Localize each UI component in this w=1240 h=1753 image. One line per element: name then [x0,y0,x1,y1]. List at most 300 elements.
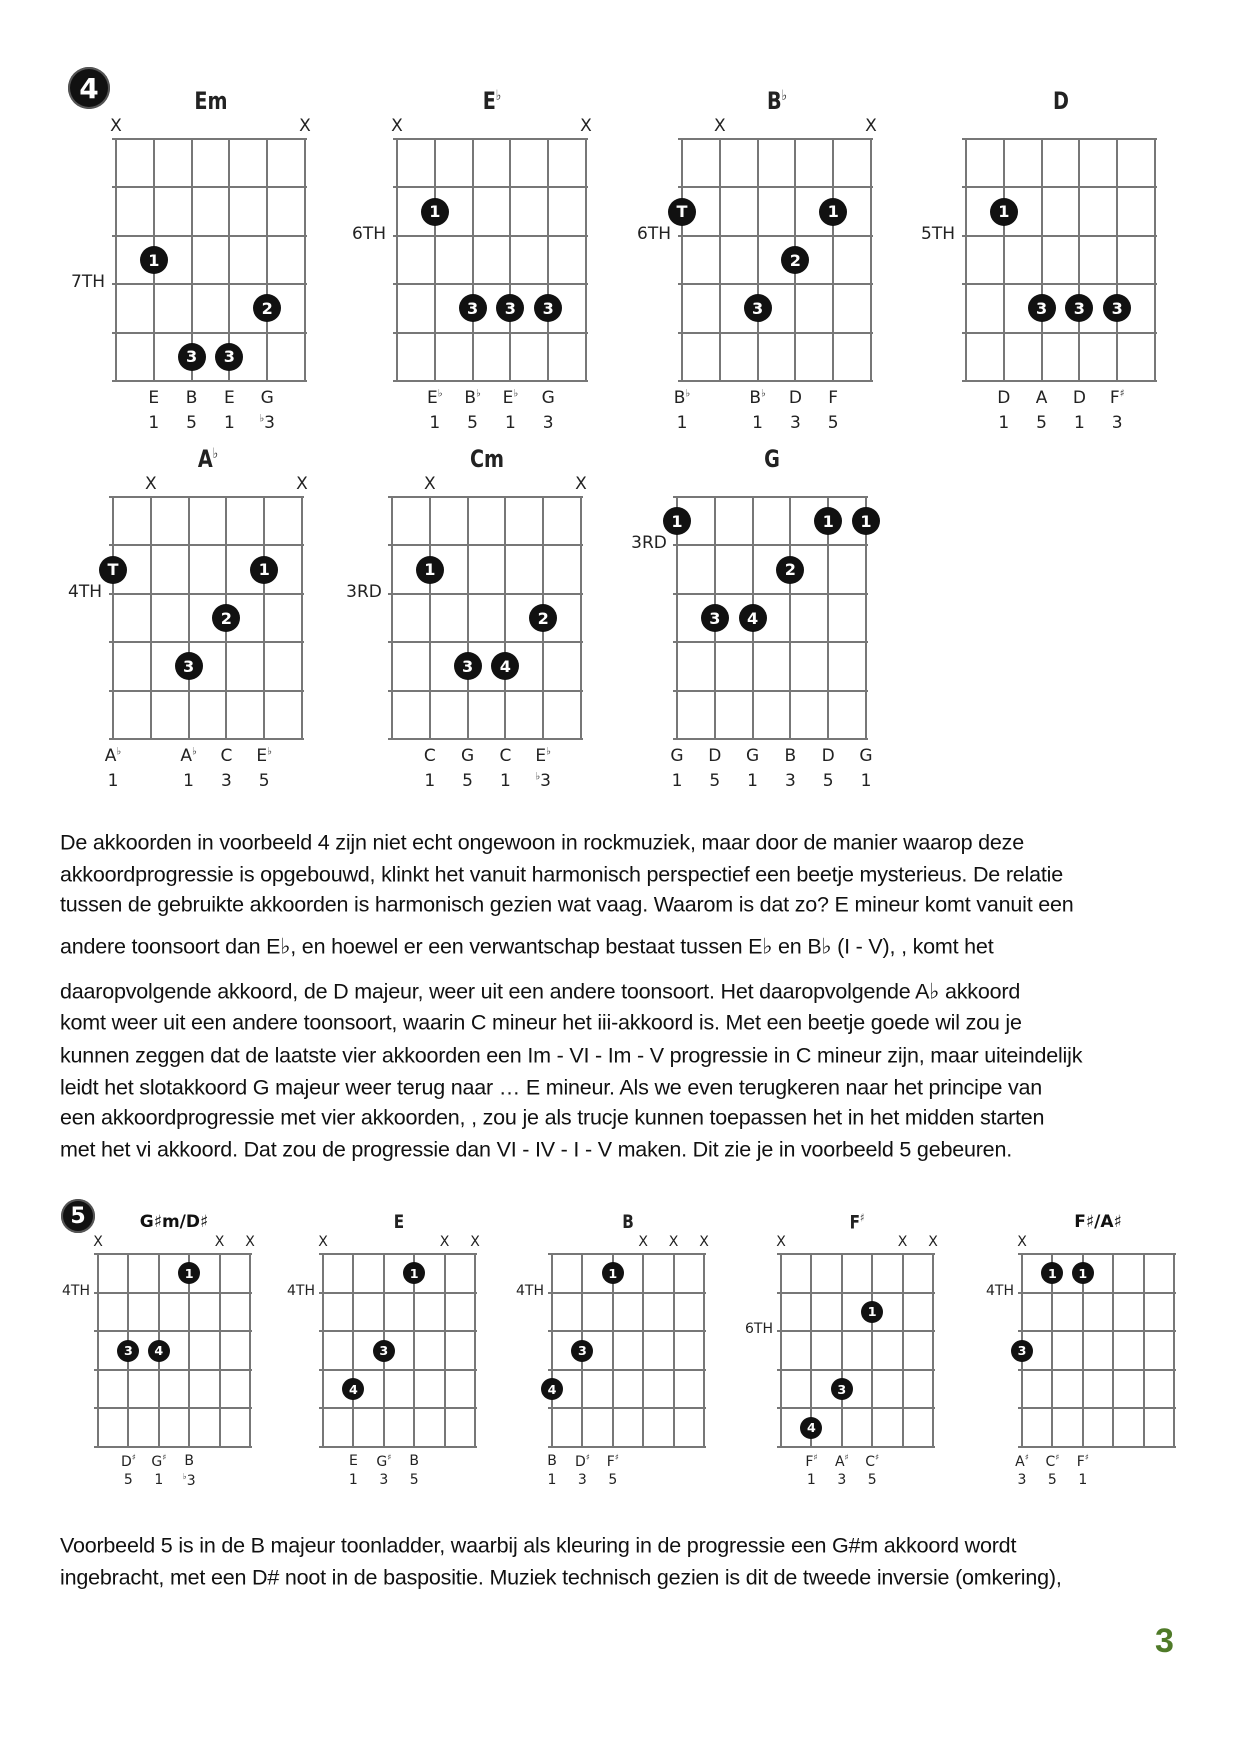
string-line [263,497,265,739]
finger-dot: 2 [781,246,809,274]
note-label: A♯ [1015,1452,1029,1470]
string-line [673,1254,675,1447]
fret-position-label: 4TH [986,1282,1014,1299]
fret-line [94,1369,252,1371]
finger-dot: 3 [744,294,772,322]
finger-dot: 3 [701,604,729,632]
interval-label: 1 [1073,413,1085,433]
fret-line [109,544,304,546]
note-label: F♯ [1109,388,1125,408]
string-line [249,1254,251,1447]
string-line [301,497,303,739]
fret-line [109,641,304,643]
note-label: G [859,746,873,766]
interval-label: 5 [186,413,198,433]
fret-line [112,138,307,140]
fret-line [777,1446,935,1448]
interval-label: 1 [429,413,441,433]
chord-name: B♭ [766,87,787,115]
finger-dot: 1 [861,1301,883,1323]
chord-name: F♯ [849,1210,865,1234]
fret-line [388,496,583,498]
example-5-marker: 5 [61,1199,95,1233]
interval-label: 5 [467,413,479,433]
string-line [396,139,398,381]
interval-label: 1 [752,413,764,433]
fret-line [962,138,1157,140]
note-label: G [670,746,684,766]
note-label: G [461,746,475,766]
chord-name: Cm [469,445,504,473]
note-label: E [224,388,235,408]
finger-dot: 1 [852,507,880,535]
fret-line [112,235,307,237]
interval-label: 5 [827,413,839,433]
muted-string-x: X [638,1234,648,1250]
fret-line [678,235,873,237]
string-line [841,1254,843,1447]
interval-label: 3 [789,413,801,433]
fret-line [673,690,868,692]
string-line [1116,139,1118,381]
interval-label: 5 [1036,413,1048,433]
interval-label: 1 [499,771,511,791]
finger-dot: 4 [800,1417,822,1439]
interval-label: 1 [107,771,119,791]
string-line [429,497,431,739]
finger-dot: 1 [819,198,847,226]
finger-dot: 3 [178,343,206,371]
fret-line [388,593,583,595]
fret-line [112,283,307,285]
fret-line [388,690,583,692]
fret-line [673,593,868,595]
fret-line [673,738,868,740]
muted-string-x: X [897,1234,908,1250]
note-label: D♯ [574,1452,590,1470]
muted-string-x: X [423,474,436,494]
string-line [1143,1254,1145,1447]
string-line [681,139,683,381]
fret-line [94,1330,252,1332]
interval-label: 3 [784,771,796,791]
finger-dot: 1 [416,556,444,584]
chord-name: Em [193,87,228,115]
fret-position-label: 3RD [631,533,667,554]
finger-dot: 1 [602,1262,624,1284]
finger-dot: 3 [831,1378,853,1400]
finger-dot: 3 [496,294,524,322]
string-line [391,497,393,739]
fret-position-label: 6TH [637,223,671,244]
text-line: akkoordprogressie is opgebouwd, klinkt het vanuit harmonisch perspectief een beetje mysterieus. De relatie [60,862,1063,887]
fret-line [548,1407,706,1409]
fret-line [94,1407,252,1409]
muted-string-x: X [713,116,726,136]
note-label: F♯ [805,1452,818,1470]
text-line: kunnen zeggen dat de laatste vier akkoorden een Im - VI - Im - V progressie in C mineur zijn, maar uiteindelijk [60,1043,1083,1068]
text-line: tussen de gebruikte akkoorden is harmonisch gezien wat vaag. Waarom is dat zo? E mineur komt vanuit een [60,892,1074,917]
interval-label: 5 [123,1472,133,1488]
string-line [871,1254,873,1447]
string-line [780,1254,782,1447]
fret-line [548,1330,706,1332]
fret-line [319,1292,477,1294]
string-line [832,139,834,381]
string-line [547,139,549,381]
fret-line [962,186,1157,188]
fret-position-label: 6TH [745,1321,773,1338]
fret-line [109,496,304,498]
fret-line [319,1369,477,1371]
muted-string-x: X [144,474,157,494]
fret-line [673,544,868,546]
fret-line [962,235,1157,237]
interval-label: 1 [860,771,872,791]
note-label: D [788,388,802,408]
text-line: een akkoordprogressie met vier akkoorden, , zou je als trucje kunnen toepassen het in het midden starten [60,1105,1045,1130]
finger-dot: 4 [342,1378,364,1400]
fret-line [112,332,307,334]
note-label: A♭ [104,746,122,766]
finger-dot: 3 [571,1340,593,1362]
note-label: F♯ [606,1452,619,1470]
note-label: B [185,388,198,408]
note-label: D [997,388,1011,408]
fret-line [393,283,588,285]
string-line [434,139,436,381]
muted-string-x: X [928,1234,938,1250]
muted-string-x: X [296,474,308,494]
fret-position-label: 5TH [921,223,955,244]
note-label: F♯ [1076,1452,1089,1470]
fret-line [1018,1330,1176,1332]
string-line [1112,1254,1114,1447]
text-line: leidt het slotakkoord G majeur weer terug naar … E mineur. Als we even terugkeren naar het principe van [60,1075,1043,1100]
interval-label: 5 [822,771,834,791]
note-label: E [348,1453,358,1469]
finger-dot: 3 [1028,294,1056,322]
fret-line [319,1446,477,1448]
fret-line [94,1446,252,1448]
string-line [1041,139,1043,381]
text-line: De akkoorden in voorbeeld 4 zijn niet echt ongewoon in rockmuziek, maar door de manier waarop deze [60,830,1024,855]
fret-line [319,1407,477,1409]
finger-dot: 3 [373,1340,395,1362]
fret-line [548,1292,706,1294]
string-line [965,139,967,381]
text-line: ingebracht, met een D# noot in de baspositie. Muziek technisch gezien is dit de tweede inversie (omkering), [60,1565,1062,1590]
interval-label: 5 [1047,1472,1057,1488]
fret-line [112,380,307,382]
text-line: met het vi akkoord. Dat zou de progressie dan VI - IV - I - V maken. Dit zie je in voorbeeld 5 gebeuren. [60,1137,1012,1162]
fret-line [673,496,868,498]
fret-line [94,1292,252,1294]
fret-position-label: 4TH [287,1282,315,1299]
finger-dot: 1 [990,198,1018,226]
fret-line [777,1407,935,1409]
finger-dot: 1 [140,246,168,274]
note-label: B♭ [673,388,691,408]
fret-line [393,138,588,140]
string-line [504,497,506,739]
interval-label: 3 [1111,413,1123,433]
string-line [188,497,190,739]
string-line [444,1254,446,1447]
string-line [789,497,791,739]
fret-line [678,138,873,140]
finger-dot: 4 [491,652,519,680]
note-label: G [746,746,760,766]
finger-dot: 3 [1011,1340,1033,1362]
interval-label: 1 [1078,1472,1088,1488]
fret-line [1018,1292,1176,1294]
note-label: E♭ [427,388,443,408]
interval-label: 5 [867,1472,877,1488]
interval-label: 1 [747,771,759,791]
interval-label: 3 [542,413,554,433]
note-label: D [708,746,722,766]
fret-line [962,283,1157,285]
fret-line [388,544,583,546]
text-line: daaropvolgende akkoord, de D majeur, weer uit een andere toonsoort. Het daaropvolgende A♭ akkoord [60,979,1021,1004]
finger-dot: 2 [529,604,557,632]
fret-line [109,593,304,595]
fret-line [94,1253,252,1255]
fret-line [393,186,588,188]
string-line [115,139,117,381]
chord-name: F♯/A♯ [1074,1212,1122,1232]
string-line [266,139,268,381]
muted-string-x: X [1017,1234,1027,1250]
note-label: E♭ [502,388,519,408]
note-label: B♭ [749,388,766,408]
string-line [580,497,582,739]
string-line [112,497,114,739]
interval-label: ♭3 [259,413,276,433]
interval-label: 3 [220,771,232,791]
finger-dot: 1 [403,1262,425,1284]
chord-name: G [763,445,780,473]
fret-line [962,332,1157,334]
muted-string-x: X [318,1234,328,1250]
finger-dot: 3 [459,294,487,322]
string-line [474,1254,476,1447]
string-line [1003,139,1005,381]
muted-string-x: X [110,116,122,136]
fret-line [673,641,868,643]
interval-label: 3 [1017,1472,1027,1488]
note-label: A♯ [834,1452,849,1470]
finger-dot: 1 [1041,1262,1063,1284]
interval-label: 1 [504,413,516,433]
string-line [472,139,474,381]
muted-string-x: X [865,116,877,136]
fret-position-label: 3RD [346,581,382,602]
finger-dot: 2 [212,604,240,632]
interval-label: 5 [409,1472,419,1488]
string-line [902,1254,904,1447]
muted-string-x: X [439,1234,450,1250]
interval-label: 1 [671,771,683,791]
muted-string-x: X [245,1234,255,1250]
fret-position-label: 7TH [71,272,105,293]
finger-dot: 4 [541,1378,563,1400]
fret-line [678,332,873,334]
finger-dot: 1 [814,507,842,535]
note-label: E♭ [256,746,272,766]
note-label: B [547,1453,557,1469]
muted-string-x: X [391,116,403,136]
chord-name: D [1052,87,1069,115]
interval-label: 1 [998,413,1010,433]
note-label: B♭ [464,388,481,408]
note-label: F [828,388,839,408]
fret-line [678,186,873,188]
page-number: 3 [1155,1622,1174,1660]
string-line [509,139,511,381]
interval-label: 5 [709,771,721,791]
note-label: D [821,746,835,766]
finger-dot: 3 [215,343,243,371]
finger-dot: 3 [534,294,562,322]
chord-name: G♯m/D♯ [139,1212,209,1232]
interval-label: 1 [676,413,688,433]
muted-string-x: X [470,1234,480,1250]
interval-label: ♭3 [182,1471,196,1489]
interval-label: 1 [223,413,235,433]
finger-dot: 3 [1065,294,1093,322]
finger-dot: 4 [148,1340,170,1362]
fret-line [1018,1446,1176,1448]
finger-dot: T [668,198,696,226]
fret-line [678,283,873,285]
note-label: D [1072,388,1086,408]
fret-line [548,1253,706,1255]
string-line [757,139,759,381]
string-line [1154,139,1156,381]
text-line: Voorbeeld 5 is in de B majeur toonladder, waarbij als kleuring in de progressie een G#m akkoord wordt [60,1533,1017,1558]
text-line: komt weer uit een andere toonsoort, waarin C mineur het iii-akkoord is. Met een beetje goede wil zou je [60,1010,1022,1035]
text-line: andere toonsoort dan E♭, en hoewel er een verwantschap bestaat tussen E♭ en B♭ (I - V), , komt het [60,934,994,959]
note-label: C [499,746,512,766]
string-line [932,1254,934,1447]
note-label: G♯ [151,1452,167,1470]
fret-line [548,1446,706,1448]
fret-line [388,738,583,740]
fret-line [777,1369,935,1371]
note-label: E [148,388,160,408]
fret-line [548,1369,706,1371]
fret-position-label: 4TH [516,1282,544,1299]
finger-dot: 1 [421,198,449,226]
string-line [703,1254,705,1447]
interval-label: 1 [424,771,436,791]
interval-label: 1 [183,771,195,791]
interval-label: 1 [154,1472,164,1488]
finger-dot: 3 [117,1340,139,1362]
finger-dot: 4 [739,604,767,632]
string-line [467,497,469,739]
muted-string-x: X [214,1234,225,1250]
fret-line [393,380,588,382]
interval-label: 1 [806,1472,816,1488]
fret-position-label: 4TH [68,581,102,602]
interval-label: 5 [608,1472,618,1488]
string-line [719,139,721,381]
note-label: G [260,388,274,408]
note-label: C♯ [865,1452,880,1470]
fret-line [1018,1407,1176,1409]
string-line [219,1254,221,1447]
muted-string-x: X [668,1234,679,1250]
muted-string-x: X [575,474,587,494]
note-label: B [409,1453,419,1469]
finger-dot: 1 [178,1262,200,1284]
string-line [322,1254,324,1447]
muted-string-x: X [580,116,592,136]
finger-dot: 3 [1103,294,1131,322]
fret-line [319,1253,477,1255]
string-line [1078,139,1080,381]
interval-label: 3 [379,1472,389,1488]
finger-dot: 1 [250,556,278,584]
fret-line [678,380,873,382]
fret-line [109,738,304,740]
note-label: E♭ [535,746,551,766]
fret-line [1018,1253,1176,1255]
interval-label: 5 [258,771,270,791]
string-line [551,1254,553,1447]
note-label: D♯ [120,1452,136,1470]
fret-line [393,235,588,237]
note-label: B [184,1453,194,1469]
string-line [642,1254,644,1447]
interval-label: ♭3 [535,771,552,791]
fret-line [319,1330,477,1332]
fret-line [1018,1369,1176,1371]
string-line [150,497,152,739]
fret-line [777,1253,935,1255]
finger-dot: 2 [253,294,281,322]
string-line [585,139,587,381]
string-line [352,1254,354,1447]
finger-dot: 3 [175,652,203,680]
finger-dot: T [99,556,127,584]
muted-string-x: X [776,1234,786,1250]
note-label: C [423,746,436,766]
muted-string-x: X [699,1234,709,1250]
chord-name: A♭ [197,445,218,473]
note-label: C♯ [1045,1452,1060,1470]
chord-name: B [622,1211,634,1233]
note-label: B [784,746,797,766]
muted-string-x: X [93,1234,103,1250]
note-label: A♭ [180,746,197,766]
fret-line [777,1292,935,1294]
fret-position-label: 4TH [62,1282,90,1299]
fret-line [112,186,307,188]
example-4-marker: 4 [68,67,110,109]
fret-line [388,641,583,643]
finger-dot: 1 [663,507,691,535]
interval-label: 3 [837,1472,847,1488]
finger-dot: 3 [454,652,482,680]
interval-label: 1 [348,1472,358,1488]
finger-dot: 2 [776,556,804,584]
fret-line [962,380,1157,382]
fret-line [777,1330,935,1332]
